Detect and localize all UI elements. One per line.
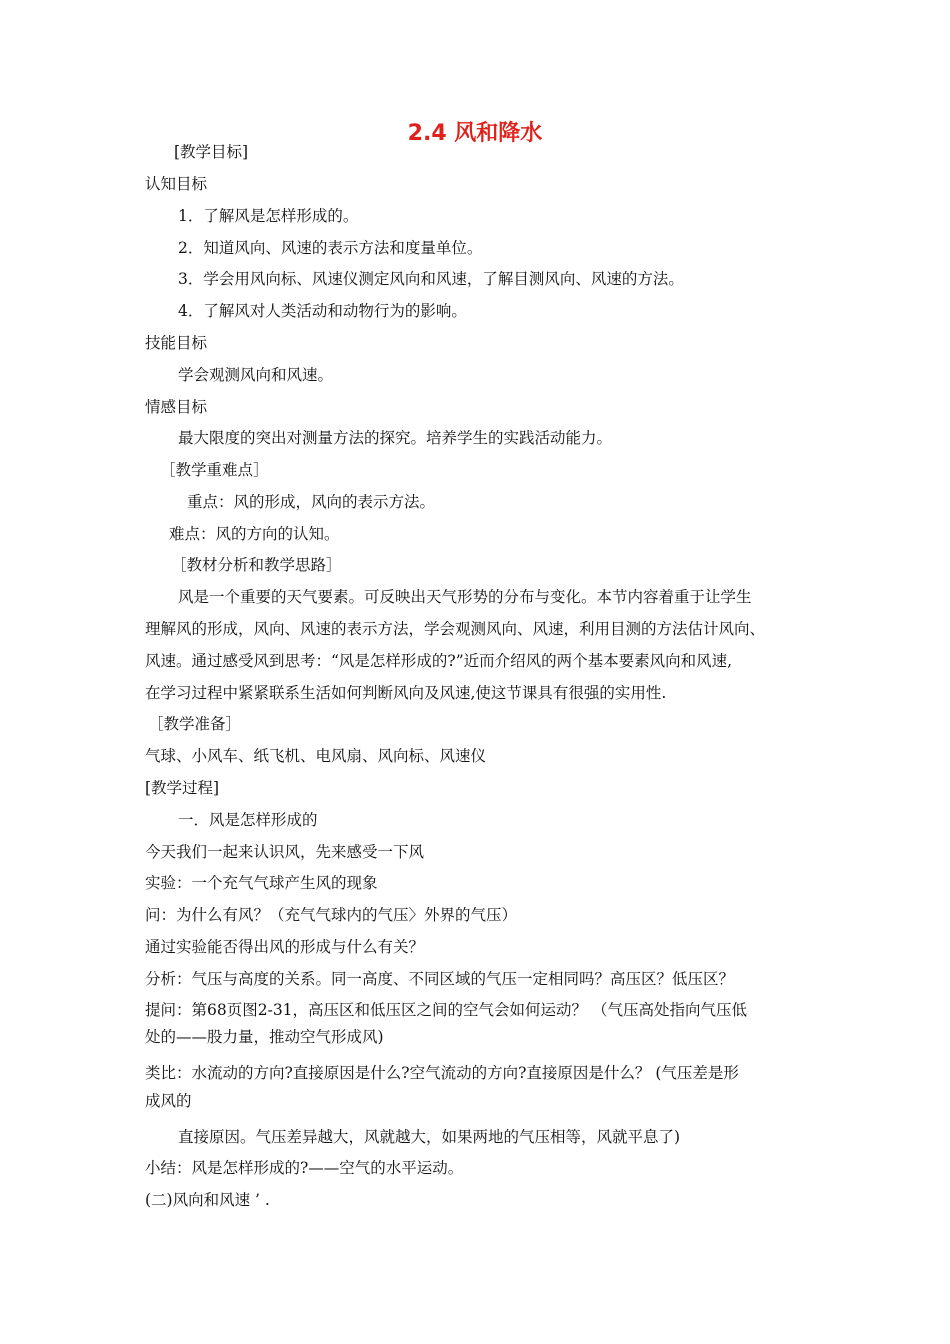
objective-item-1: 1．了解风是怎样形成的。 xyxy=(178,207,359,225)
process-line-3: 问：为什么有风？（充气气球内的气压〉外界的气压） xyxy=(145,906,518,924)
process-line-6: 提问：第68页图2-31，高压区和低压区之间的空气会如何运动？ （气压高处指向气压低 xyxy=(145,1001,747,1019)
difficult-point-text: 难点：风的方向的认知。 xyxy=(169,525,340,543)
process-line-4: 通过实验能否得出风的形成与什么有关？ xyxy=(145,938,425,956)
process-line-8: 类比：水流动的方向?直接原因是什么?空气流动的方向?直接原因是什么？ (气压差是形 xyxy=(145,1064,739,1082)
heading-preparation: ［教学准备］ xyxy=(148,715,242,733)
section-1-heading: 一．风是怎样形成的 xyxy=(178,811,318,829)
heading-emotional-objectives: 情感目标 xyxy=(145,398,208,416)
heading-skill-objectives: 技能目标 xyxy=(145,334,208,352)
preparation-items: 气球、小风车、纸飞机、电风扇、风向标、风速仪 xyxy=(145,747,487,765)
analysis-line-3: 风速。通过感受风到思考：“风是怎样形成的?”近而介绍风的两个基本要素风向和风速, xyxy=(145,652,733,670)
section-2-heading: (二)风向和风速 ’ . xyxy=(145,1191,270,1209)
heading-teaching-process: [教学过程] xyxy=(145,779,220,797)
analysis-line-1: 风是一个重要的天气要素。可反映出天气形势的分布与变化。本节内容着重于让学生 xyxy=(178,588,752,606)
objective-item-2: 2．知道风向、风速的表示方法和度量单位。 xyxy=(178,239,483,257)
key-point-text: 重点：风的形成，风向的表示方法。 xyxy=(187,493,436,511)
process-line-5: 分析：气压与高度的关系。同一高度、不同区域的气压一定相同吗？高压区？低压区？ xyxy=(145,970,735,988)
heading-teaching-objectives: [教学目标] xyxy=(174,143,249,161)
process-summary: 小结：风是怎样形成的?——空气的水平运动。 xyxy=(145,1159,464,1177)
process-line-7: 处的——股力量，推动空气形成风) xyxy=(145,1028,384,1046)
emotional-objective-text: 最大限度的突出对测量方法的探究。培养学生的实践活动能力。 xyxy=(178,429,613,447)
process-line-10: 直接原因。气压差异越大，风就越大，如果两地的气压相等，风就平息了) xyxy=(178,1128,681,1146)
document-title: 2.4 风和降水 xyxy=(407,121,543,146)
heading-cognitive-objectives: 认知目标 xyxy=(145,175,208,193)
heading-key-points: ［教学重难点］ xyxy=(160,461,269,479)
process-line-9: 成风的 xyxy=(145,1092,192,1110)
process-line-2: 实验：一个充气气球产生风的现象 xyxy=(145,874,378,892)
heading-material-analysis: ［教材分析和教学思路］ xyxy=(171,556,342,574)
analysis-line-2: 理解风的形成，风向、风速的表示方法，学会观测风向、风速，利用目测的方法估计风向、 xyxy=(145,620,766,638)
skill-objective-text: 学会观测风向和风速。 xyxy=(178,366,334,384)
objective-item-4: 4．了解风对人类活动和动物行为的影响。 xyxy=(178,302,467,320)
analysis-line-4: 在学习过程中紧紧联系生活如何判断风向及风速,使这节课具有很强的实用性. xyxy=(145,684,667,702)
objective-item-3: 3．学会用风向标、风速仪测定风向和风速，了解目测风向、风速的方法。 xyxy=(178,270,684,288)
process-line-1: 今天我们一起来认识风，先来感受一下风 xyxy=(145,843,425,861)
